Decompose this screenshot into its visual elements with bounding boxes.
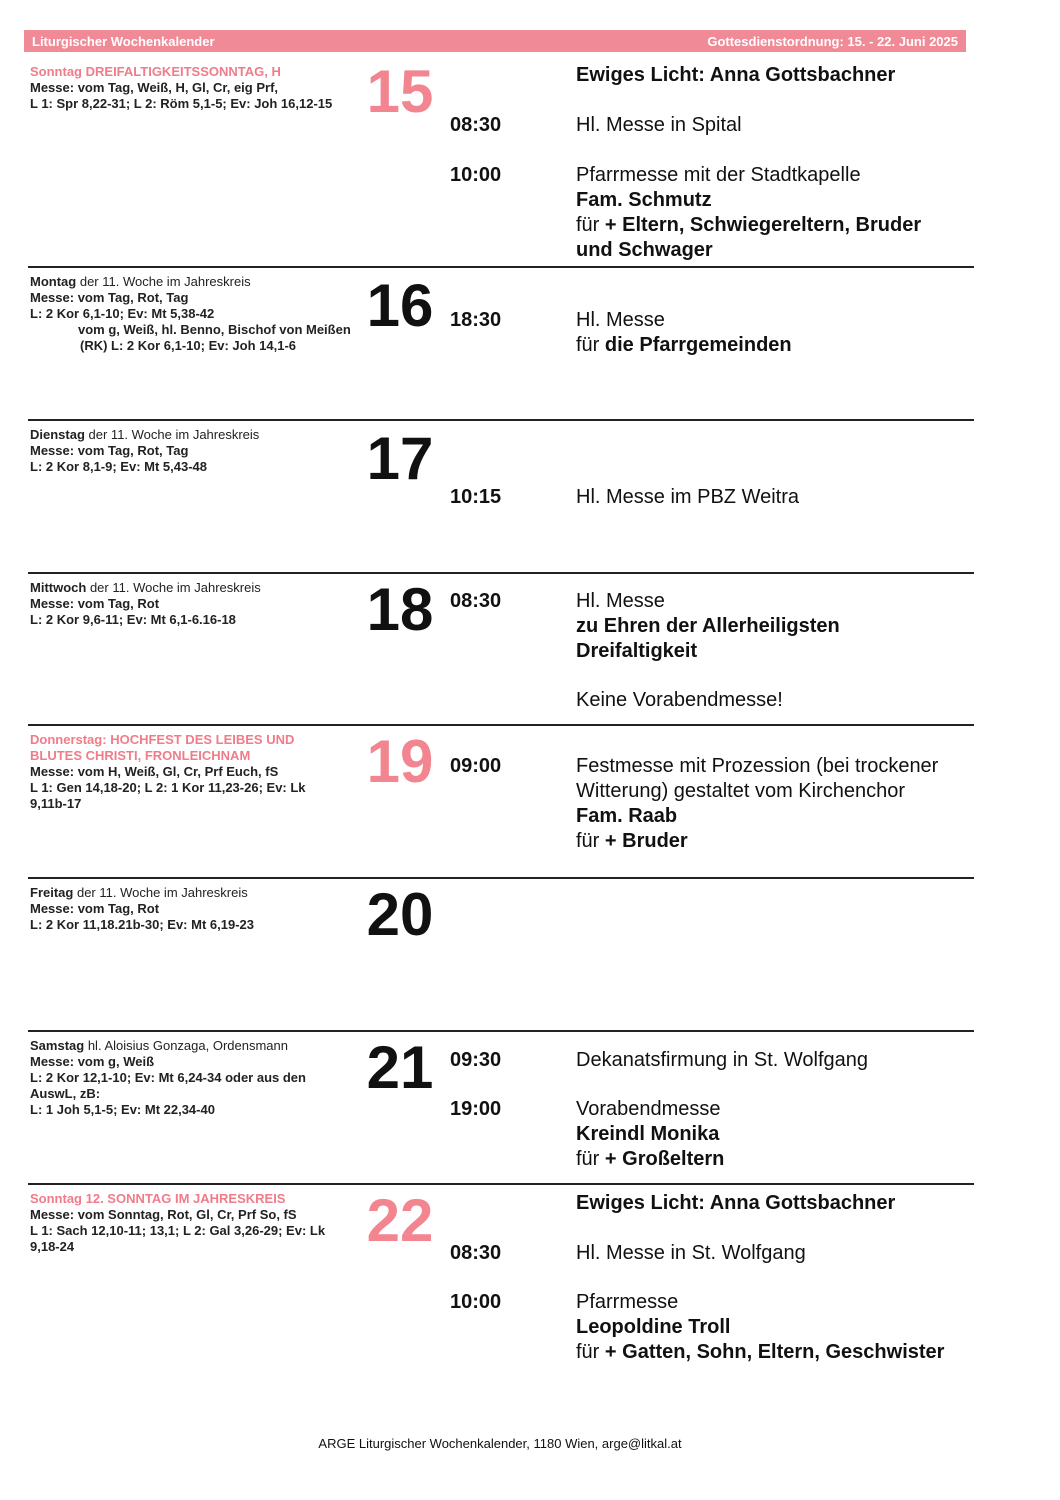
info-line: Messe: vom Tag, Rot bbox=[30, 596, 160, 611]
feast-name: DREIFALTIGKEITSSONNTAG, H bbox=[85, 64, 281, 79]
entry-line: Kreindl Monika bbox=[576, 1123, 720, 1145]
info-line: Messe: vom Tag, Rot, Tag bbox=[30, 290, 189, 305]
day-number: 18 bbox=[366, 576, 434, 643]
entry-line: Fam. Schmutz bbox=[576, 189, 712, 211]
entry-line: Ewiges Licht: Anna Gottsbachner bbox=[576, 1192, 896, 1214]
info-line: L: 2 Kor 11,18.21b-30; Ev: Mt 6,19-23 bbox=[30, 917, 254, 932]
entry-line: Keine Vorabendmesse! bbox=[576, 689, 783, 711]
day-block-15 bbox=[28, 60, 974, 266]
day-number: 20 bbox=[366, 881, 434, 948]
info-line: L: 2 Kor 9,6-11; Ev: Mt 6,1-6.16-18 bbox=[30, 612, 236, 627]
feast-name: HOCHFEST DES LEIBES UND BLUTES CHRISTI, FRONLEICHNAM bbox=[30, 732, 295, 763]
info-line: Messe: vom Tag, Rot bbox=[30, 901, 160, 916]
weekday: Mittwoch bbox=[30, 580, 87, 595]
day-block-22 bbox=[28, 1183, 974, 1383]
info-line: Messe: vom Tag, Weiß, H, Gl, Cr, eig Prf, bbox=[30, 80, 279, 95]
day-block-20 bbox=[28, 877, 974, 1030]
day-number: 21 bbox=[366, 1034, 434, 1101]
entry-prefix: für bbox=[576, 214, 605, 236]
entry-time: 08:30 bbox=[450, 114, 502, 136]
entry-prefix: für bbox=[576, 1148, 605, 1170]
entry-line: Festmesse mit Prozession (bei trockener bbox=[576, 755, 939, 777]
info-line: L 1: Sach 12,10-11; 13,1; L 2: Gal 3,26-29; Ev: Lk 9,18-24 bbox=[30, 1223, 326, 1254]
day-number: 17 bbox=[366, 425, 434, 492]
entry-line: die Pfarrgemeinden bbox=[604, 334, 792, 356]
feast-name: der 11. Woche im Jahreskreis bbox=[88, 427, 260, 442]
entry-line: Hl. Messe bbox=[576, 309, 665, 331]
entry-line: + Bruder bbox=[604, 830, 688, 852]
day-block-19 bbox=[28, 724, 974, 877]
info-line: L 1: Gen 14,18-20; L 2: 1 Kor 11,23-26; Ev: Lk 9,11b-17 bbox=[30, 780, 306, 811]
day-number: 22 bbox=[366, 1187, 434, 1254]
info-line: vom g, Weiß, hl. Benno, Bischof von Meißen bbox=[78, 322, 351, 337]
entry-line: Hl. Messe in Spital bbox=[576, 114, 742, 136]
entry-line: Pfarrmesse bbox=[576, 1291, 679, 1313]
feast-name: 12. SONNTAG IM JAHRESKREIS bbox=[85, 1191, 286, 1206]
day-info bbox=[30, 427, 355, 475]
entry-line: Vorabendmesse bbox=[576, 1098, 721, 1120]
entry-time: 18:30 bbox=[450, 309, 502, 331]
weekday: Samstag bbox=[30, 1038, 85, 1053]
entry-line: Hl. Messe in St. Wolfgang bbox=[576, 1242, 806, 1264]
day-number: 19 bbox=[366, 728, 434, 795]
header-date-range: Gottesdienstordnung: 15. - 22. Juni 2025 bbox=[707, 33, 958, 49]
day-number: 16 bbox=[366, 272, 434, 339]
info-line: L: 1 Joh 5,1-5; Ev: Mt 22,34-40 bbox=[30, 1102, 215, 1117]
entry-line: + Großeltern bbox=[604, 1148, 725, 1170]
day-info bbox=[30, 580, 355, 628]
info-line: L: 2 Kor 6,1-10; Ev: Mt 5,38-42 bbox=[30, 306, 215, 321]
weekday: Sonntag bbox=[30, 64, 82, 79]
entry-line: Witterung) gestaltet vom Kirchenchor bbox=[576, 780, 906, 802]
info-line: Messe: vom g, Weiß bbox=[30, 1054, 155, 1069]
weekday: Freitag bbox=[30, 885, 74, 900]
entry-time: 08:30 bbox=[450, 590, 502, 612]
entry-line: Ewiges Licht: Anna Gottsbachner bbox=[576, 64, 896, 86]
entry-line: + Gatten, Sohn, Eltern, Geschwister bbox=[604, 1341, 945, 1363]
footer: ARGE Liturgischer Wochenkalender, 1180 Wien, arge@litkal.at bbox=[318, 1436, 682, 1451]
entry-line: + Eltern, Schwiegereltern, Bruder bbox=[604, 214, 922, 236]
weekday: Montag bbox=[30, 274, 77, 289]
day-info bbox=[30, 1191, 340, 1255]
info-line: L: 2 Kor 12,1-10; Ev: Mt 6,24-34 oder aus den AuswL, zB: bbox=[30, 1070, 306, 1101]
info-line: Messe: vom Sonntag, Rot, Gl, Cr, Prf So, fS bbox=[30, 1207, 297, 1222]
day-block-18 bbox=[28, 572, 974, 724]
entry-line: Dekanatsfirmung in St. Wolfgang bbox=[576, 1049, 869, 1071]
entry-line: Pfarrmesse mit der Stadtkapelle bbox=[576, 164, 861, 186]
entry-line: Leopoldine Troll bbox=[576, 1316, 731, 1338]
day-info bbox=[30, 885, 355, 933]
info-line: Messe: vom H, Weiß, Gl, Cr, Prf Euch, fS bbox=[30, 764, 279, 779]
day-info bbox=[30, 732, 325, 812]
entry-prefix: für bbox=[576, 1341, 605, 1363]
weekday: Dienstag bbox=[30, 427, 85, 442]
entry-time: 08:30 bbox=[450, 1242, 502, 1264]
info-line: L: 2 Kor 8,1-9; Ev: Mt 5,43-48 bbox=[30, 459, 207, 474]
info-line: L 1: Spr 8,22-31; L 2: Röm 5,1-5; Ev: Joh 16,12-15 bbox=[30, 96, 333, 111]
entry-time: 09:00 bbox=[450, 755, 502, 777]
feast-name: hl. Aloisius Gonzaga, Ordensmann bbox=[87, 1038, 288, 1053]
entry-line: Fam. Raab bbox=[576, 805, 678, 827]
day-block-21 bbox=[28, 1030, 974, 1183]
entry-line: Hl. Messe bbox=[576, 590, 665, 612]
entry-prefix: für bbox=[576, 830, 605, 852]
entry-time: 10:00 bbox=[450, 1291, 502, 1313]
day-info bbox=[30, 64, 355, 112]
entry-time: 09:30 bbox=[450, 1049, 502, 1071]
day-block-17 bbox=[28, 419, 974, 572]
day-block-16 bbox=[28, 266, 974, 419]
entry-time: 10:15 bbox=[450, 486, 502, 508]
entry-time: 19:00 bbox=[450, 1098, 502, 1120]
day-number: 15 bbox=[366, 58, 434, 125]
weekday: Sonntag bbox=[30, 1191, 82, 1206]
info-line: (RK) L: 2 Kor 6,1-10; Ev: Joh 14,1-6 bbox=[80, 338, 296, 353]
entry-time: 10:00 bbox=[450, 164, 502, 186]
feast-name: der 11. Woche im Jahreskreis bbox=[79, 274, 251, 289]
entry-line: und Schwager bbox=[576, 239, 713, 261]
day-info bbox=[30, 1038, 330, 1118]
entry-line: Dreifaltigkeit bbox=[576, 640, 698, 662]
header-bar bbox=[24, 30, 966, 52]
header-title: Liturgischer Wochenkalender bbox=[32, 33, 215, 49]
day-info bbox=[30, 274, 355, 354]
entry-line: zu Ehren der Allerheiligsten bbox=[576, 615, 840, 637]
feast-name: der 11. Woche im Jahreskreis bbox=[89, 580, 261, 595]
entry-line: Hl. Messe im PBZ Weitra bbox=[576, 486, 799, 508]
feast-name: der 11. Woche im Jahreskreis bbox=[76, 885, 248, 900]
weekday: Donnerstag: bbox=[30, 732, 107, 747]
info-line: Messe: vom Tag, Rot, Tag bbox=[30, 443, 189, 458]
entry-prefix: für bbox=[576, 334, 605, 356]
